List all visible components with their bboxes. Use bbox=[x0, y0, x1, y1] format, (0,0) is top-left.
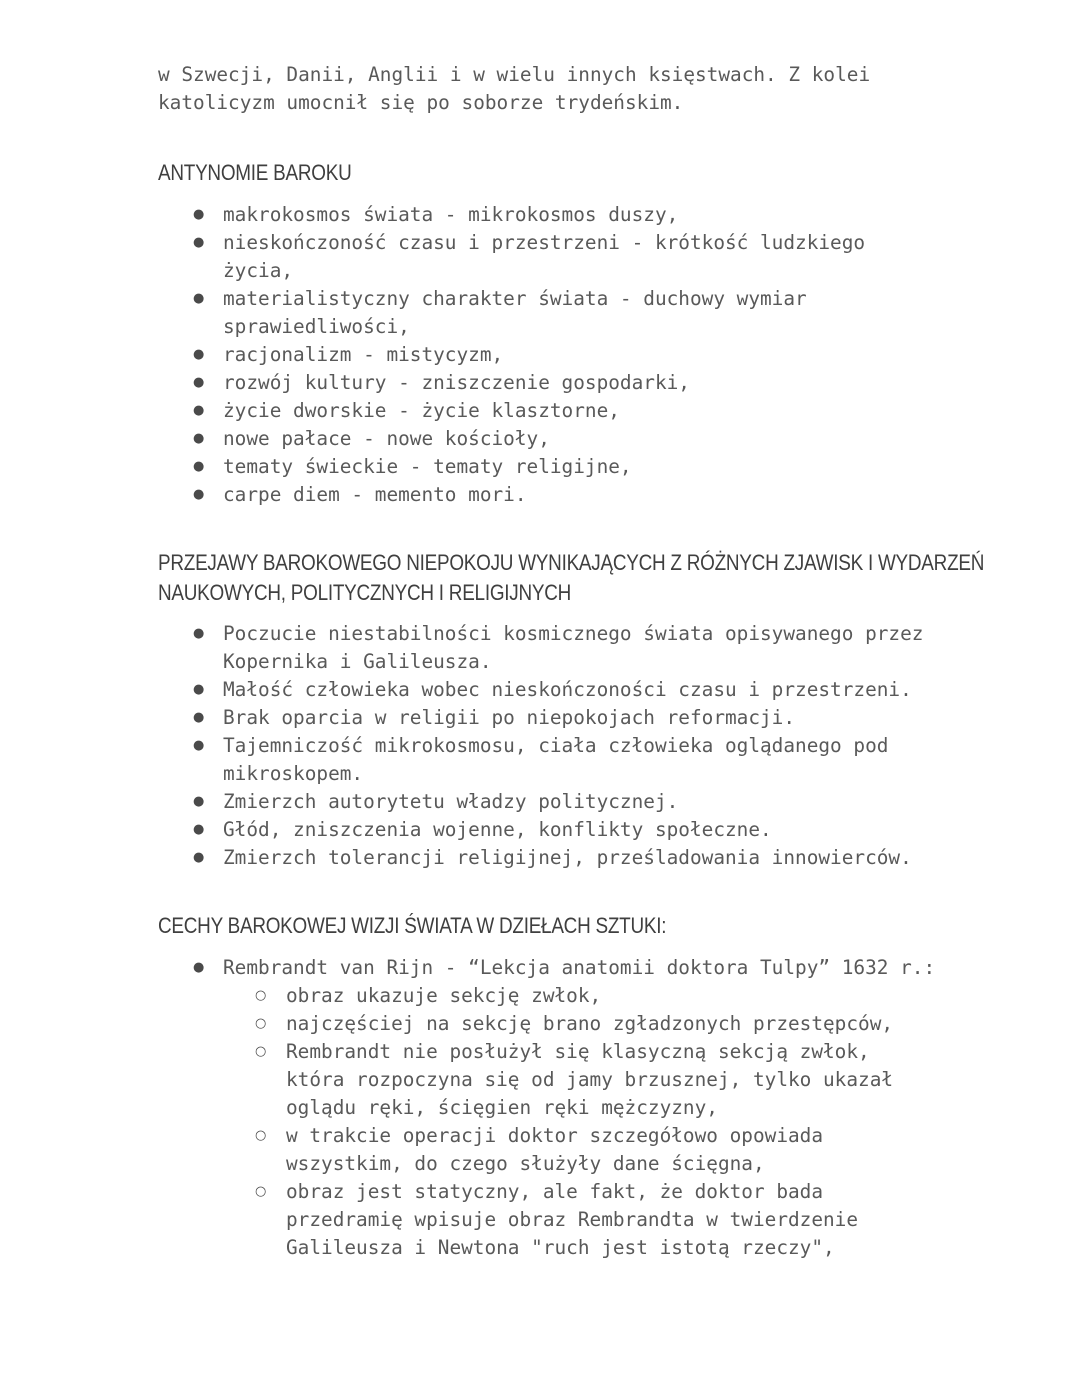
bullet-icon: ● bbox=[193, 235, 205, 250]
list-item bbox=[158, 676, 938, 704]
intro-paragraph: w Szwecji, Danii, Anglii i w wielu innych księstwach. Z kolei katolicyzm umocnił się po soborze trydeńskim. bbox=[158, 63, 871, 114]
list-item-text: życie dworskie - życie klasztorne, bbox=[223, 399, 620, 422]
list-item bbox=[158, 732, 938, 788]
heading-line: NAUKOWYCH, POLITYCZNYCH I RELIGIJNYCH bbox=[158, 580, 572, 605]
sublist-item bbox=[223, 1122, 938, 1178]
list-item bbox=[158, 369, 938, 397]
list-item bbox=[158, 954, 938, 1262]
hollow-bullet-icon: ○ bbox=[255, 1184, 267, 1199]
sublist bbox=[223, 982, 938, 1262]
list-item-text: racjonalizm - mistycyzm, bbox=[223, 343, 504, 366]
list-item-text: materialistyczny charakter świata - duchowy wymiar sprawiedliwości, bbox=[223, 287, 807, 338]
list-item-text: Małość człowieka wobec nieskończoności czasu i przestrzeni. bbox=[223, 678, 912, 701]
section-heading-przejawy bbox=[158, 548, 985, 608]
list-item bbox=[158, 341, 938, 369]
list-item-text: Zmierzch autorytetu władzy politycznej. bbox=[223, 790, 679, 813]
bullet-icon: ● bbox=[193, 794, 205, 809]
list-item bbox=[158, 229, 938, 285]
list-item bbox=[158, 788, 938, 816]
bullet-icon: ● bbox=[193, 291, 205, 306]
bullet-icon: ● bbox=[193, 710, 205, 725]
bullet-icon: ● bbox=[193, 738, 205, 753]
list-item bbox=[158, 425, 938, 453]
sublist-item bbox=[223, 1038, 938, 1122]
sublist-item-text: najczęściej na sekcję brano zgładzonych przestępców, bbox=[286, 1012, 894, 1035]
list-item-text: Głód, zniszczenia wojenne, konflikty społeczne. bbox=[223, 818, 772, 841]
list-item-text: Poczucie niestabilności kosmicznego świata opisywanego przez Kopernika i Galileusza. bbox=[223, 622, 924, 673]
list-item bbox=[158, 453, 938, 481]
list-item-text: Tajemniczość mikrokosmosu, ciała człowieka oglądanego pod mikroskopem. bbox=[223, 734, 889, 785]
list-item-text: rozwój kultury - zniszczenie gospodarki, bbox=[223, 371, 690, 394]
bullet-icon: ● bbox=[193, 459, 205, 474]
list-item-text: nieskończoność czasu i przestrzeni - krótkość ludzkiego życia, bbox=[223, 231, 866, 282]
list-item bbox=[158, 397, 938, 425]
bullet-icon: ● bbox=[193, 822, 205, 837]
bullet-icon: ● bbox=[193, 207, 205, 222]
list-item-text: carpe diem - memento mori. bbox=[223, 483, 527, 506]
bullet-icon: ● bbox=[193, 487, 205, 502]
list-item-text: makrokosmos świata - mikrokosmos duszy, bbox=[223, 203, 679, 226]
sublist-item-text: Rembrandt nie posłużył się klasyczną sekcją zwłok, która rozpoczyna się od jamy brzusznej, tylko ukazał oglądu ręki, ścięgien ręki mężczyzny, bbox=[286, 1040, 894, 1119]
heading-line: PRZEJAWY BAROKOWEGO NIEPOKOJU WYNIKAJĄCYCH Z RÓŻNYCH ZJAWISK I WYDARZEŃ bbox=[158, 550, 985, 575]
bullet-icon: ● bbox=[193, 626, 205, 641]
bullet-icon: ● bbox=[193, 960, 205, 975]
sublist-item bbox=[223, 1010, 938, 1038]
list-item bbox=[158, 704, 938, 732]
bullet-icon: ● bbox=[193, 403, 205, 418]
hollow-bullet-icon: ○ bbox=[255, 1016, 267, 1031]
list-item-text: Rembrandt van Rijn - “Lekcja anatomii doktora Tulpy” 1632 r.: bbox=[223, 956, 936, 979]
sublist-item-text: w trakcie operacji doktor szczegółowo opowiada wszystkim, do czego służyły dane ścięgna, bbox=[286, 1124, 824, 1175]
hollow-bullet-icon: ○ bbox=[255, 988, 267, 1003]
list-item-text: nowe pałace - nowe kościoły, bbox=[223, 427, 550, 450]
sublist-item bbox=[223, 982, 938, 1010]
list-item-text: tematy świeckie - tematy religijne, bbox=[223, 455, 632, 478]
list-item bbox=[158, 481, 938, 509]
sublist-item bbox=[223, 1178, 938, 1262]
przejawy-list bbox=[158, 620, 938, 872]
cechy-list bbox=[158, 954, 938, 1262]
bullet-icon: ● bbox=[193, 682, 205, 697]
bullet-icon: ● bbox=[193, 850, 205, 865]
list-item-text: Brak oparcia w religii po niepokojach reformacji. bbox=[223, 706, 796, 729]
sublist-item-text: obraz ukazuje sekcję zwłok, bbox=[286, 984, 602, 1007]
sublist-item-text: obraz jest statyczny, ale fakt, że doktor bada przedramię wpisuje obraz Rembrandta w twierdzenie Galileusza i Newtona "ruch jest istotą rzeczy", bbox=[286, 1180, 859, 1259]
section-heading-cechy: CECHY BAROKOWEJ WIZJI ŚWIATA W DZIEŁACH SZTUKI: bbox=[158, 913, 667, 938]
list-item bbox=[158, 816, 938, 844]
section-heading-antynomie: ANTYNOMIE BAROKU bbox=[158, 160, 352, 185]
list-item-text: Zmierzch tolerancji religijnej, prześladowania innowierców. bbox=[223, 846, 912, 869]
bullet-icon: ● bbox=[193, 347, 205, 362]
list-item bbox=[158, 285, 938, 341]
list-item bbox=[158, 844, 938, 872]
bullet-icon: ● bbox=[193, 431, 205, 446]
list-item bbox=[158, 201, 938, 229]
hollow-bullet-icon: ○ bbox=[255, 1044, 267, 1059]
list-item bbox=[158, 620, 938, 676]
hollow-bullet-icon: ○ bbox=[255, 1128, 267, 1143]
bullet-icon: ● bbox=[193, 375, 205, 390]
antynomie-list bbox=[158, 201, 938, 509]
